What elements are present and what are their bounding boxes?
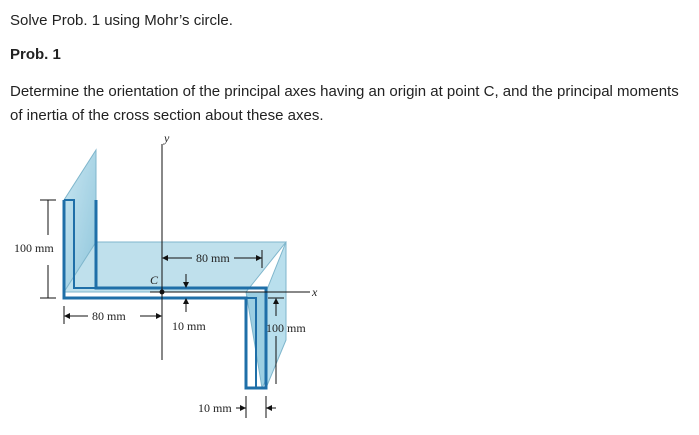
- dim-bottom-thickness: [236, 396, 276, 418]
- instruction-text: Solve Prob. 1 using Mohr’s circle.: [10, 12, 233, 29]
- dim-right-height-label: 100 mm: [266, 321, 306, 335]
- point-c-label: C: [150, 273, 159, 287]
- x-axis-label: x: [312, 285, 318, 299]
- dim-bottom-thickness-label: 10 mm: [198, 401, 232, 415]
- problem-label: Prob. 1: [10, 46, 61, 63]
- point-c-marker: [160, 290, 165, 295]
- dim-center-thickness-label: 10 mm: [172, 319, 206, 333]
- problem-text: Determine the orientation of the principal axes having an origin at point C, and the principal moments of inertia of the cross section about these axes.: [10, 83, 679, 124]
- dim-left-height-label: 100 mm: [14, 241, 54, 255]
- y-axis-label: y: [164, 131, 170, 145]
- cross-section-figure: [0, 130, 699, 430]
- dim-left-width-label: 80 mm: [92, 309, 126, 323]
- dim-right-width-label: 80 mm: [196, 251, 230, 265]
